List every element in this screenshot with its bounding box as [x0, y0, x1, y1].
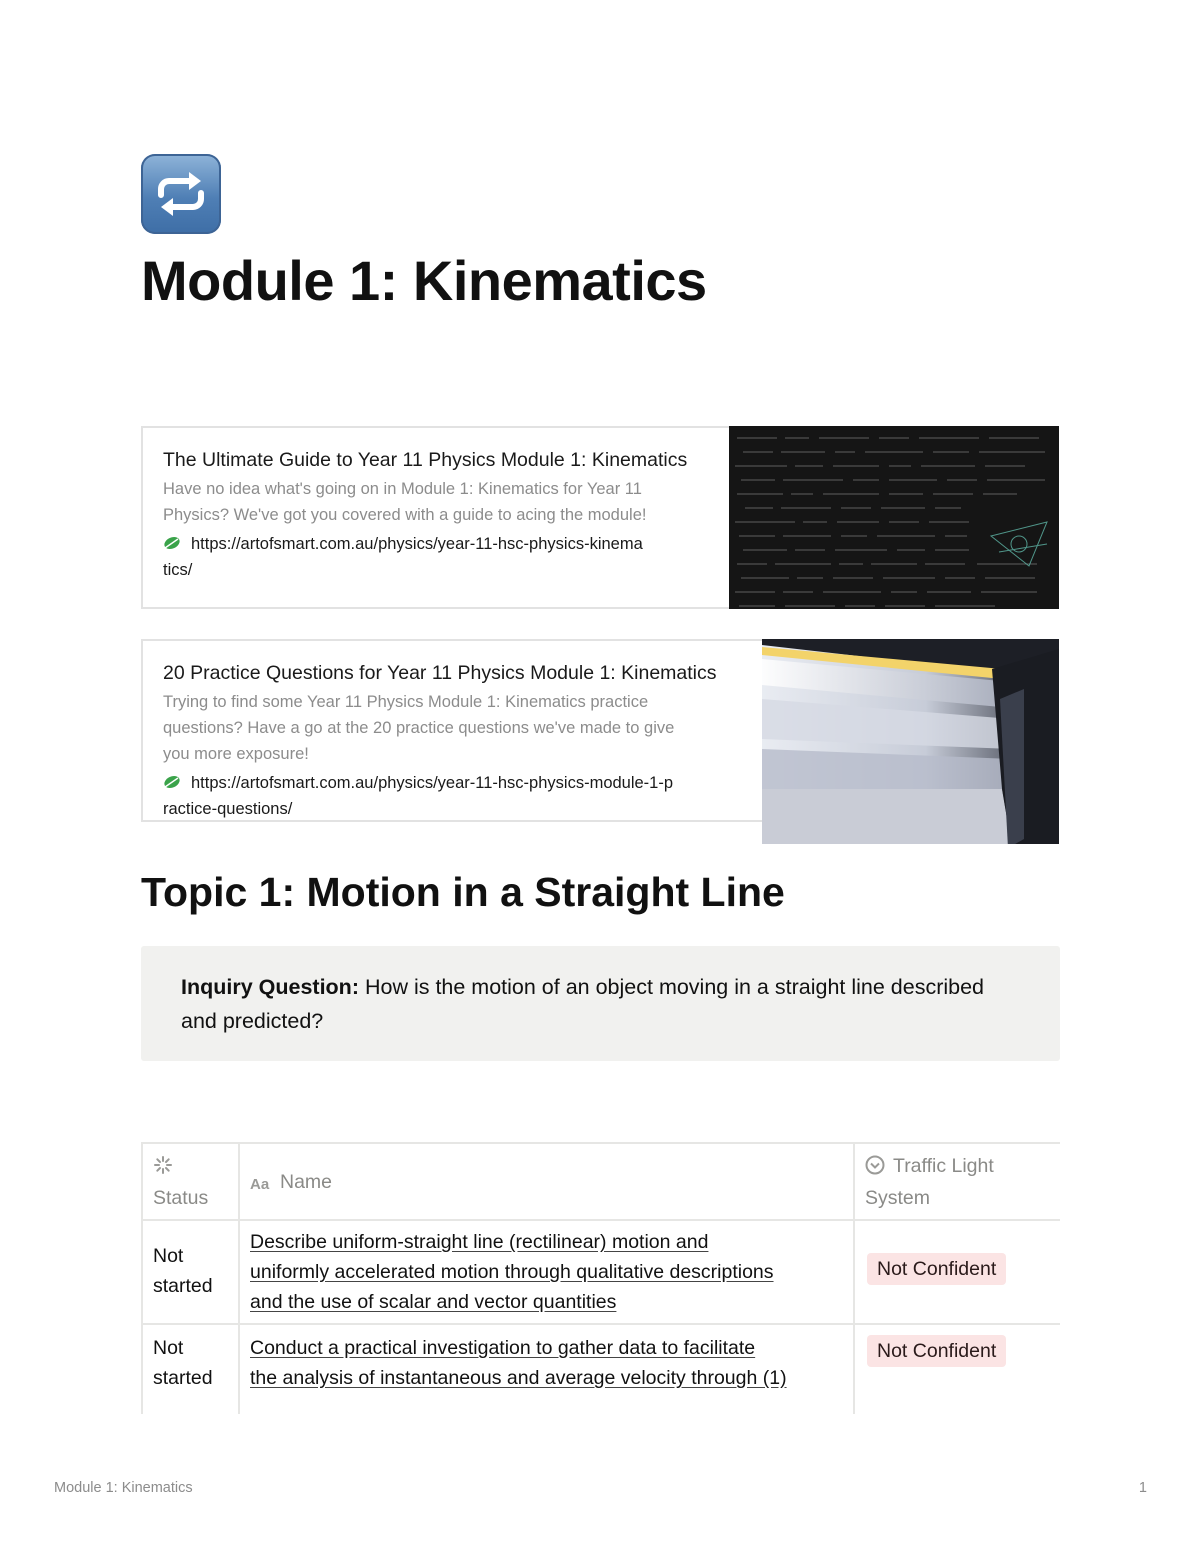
- name-link[interactable]: [250, 1231, 774, 1313]
- name-text: Describe uniform-straight line (rectilinear) motion and: [250, 1231, 709, 1253]
- name-cell[interactable]: [239, 1220, 854, 1324]
- inquiry-text: How is the motion of an object moving in a straight line described and predicted?: [181, 975, 985, 1033]
- name-link[interactable]: [250, 1337, 787, 1389]
- name-text: uniformly accelerated motion through qualitative descriptions: [250, 1261, 774, 1283]
- status-cell[interactable]: [142, 1324, 239, 1414]
- table-header-row: [142, 1143, 1060, 1220]
- bookmark-url-text: ractice-questions/: [163, 800, 293, 818]
- status-value: Not: [153, 1245, 184, 1267]
- table-row[interactable]: [142, 1324, 1060, 1414]
- loading-spinner-icon: [153, 1155, 173, 1184]
- traffic-light-cell[interactable]: [854, 1324, 1060, 1414]
- status-value: Not: [153, 1337, 184, 1359]
- inquiry-label: Inquiry Question:: [181, 975, 359, 999]
- status-badge: Not Confident: [867, 1253, 1006, 1285]
- green-leaf-icon: [163, 532, 181, 546]
- traffic-header-label: System: [865, 1187, 931, 1209]
- topic-database-table: [141, 1142, 1060, 1414]
- bookmark-url[interactable]: [163, 770, 748, 822]
- inquiry-callout: [141, 946, 1060, 1061]
- name-text: Conduct a practical investigation to gather data to facilitate: [250, 1337, 756, 1359]
- bookmark-description-line: Physics? We've got you covered with a guide to acing the module!: [163, 506, 647, 524]
- table-row[interactable]: [142, 1220, 1060, 1324]
- name-cell[interactable]: [239, 1324, 854, 1414]
- status-column-header[interactable]: [142, 1143, 239, 1220]
- traffic-light-column-header[interactable]: [854, 1143, 1060, 1220]
- bookmark-description-line: Have no idea what's going on in Module 1: Kinematics for Year 11: [163, 480, 642, 498]
- text-type-icon: [250, 1171, 272, 1200]
- bookmark-description: [163, 476, 713, 528]
- bookmark-title: 20 Practice Questions for Year 11 Physics Module 1: Kinematics: [163, 662, 717, 684]
- status-cell[interactable]: [142, 1220, 239, 1324]
- speeding-train-image: [762, 639, 1059, 844]
- status-header-label: Status: [153, 1187, 209, 1209]
- green-leaf-icon: [163, 771, 181, 785]
- bookmark-url-text: tics/: [163, 561, 193, 579]
- name-header-label: Name: [280, 1171, 333, 1193]
- status-badge: Not Confident: [867, 1335, 1006, 1367]
- name-column-header[interactable]: [239, 1143, 854, 1220]
- status-value: started: [153, 1367, 213, 1389]
- bookmark-card-guide[interactable]: [141, 426, 1059, 609]
- page-number: 1: [1138, 1480, 1147, 1496]
- chalkboard-equations-image: [729, 426, 1059, 609]
- bookmark-url[interactable]: [163, 531, 713, 583]
- svg-text:Aa: Aa: [250, 1176, 270, 1191]
- bookmark-text: [163, 659, 748, 822]
- topic-heading: Topic 1: Motion in a Straight Line: [141, 869, 785, 915]
- name-text: the analysis of instantaneous and average velocity through (1): [250, 1367, 787, 1389]
- page-title: Module 1: Kinematics: [141, 249, 707, 312]
- status-value: started: [153, 1275, 213, 1297]
- name-text: and the use of scalar and vector quantities: [250, 1291, 617, 1313]
- bookmark-text: [163, 446, 713, 583]
- traffic-header-label: Traffic Light: [893, 1155, 994, 1177]
- bookmark-url-text: https://artofsmart.com.au/physics/year-11-hsc-physics-kinema: [191, 535, 643, 553]
- bookmark-url-text: https://artofsmart.com.au/physics/year-11-hsc-physics-module-1-p: [191, 774, 674, 792]
- footer-title: Module 1: Kinematics: [54, 1480, 193, 1496]
- traffic-light-cell[interactable]: [854, 1220, 1060, 1324]
- bookmark-title: The Ultimate Guide to Year 11 Physics Module 1: Kinematics: [163, 449, 688, 471]
- bookmark-description: [163, 689, 748, 767]
- bookmark-card-practice[interactable]: [141, 639, 1059, 822]
- repeat-arrows-icon: [141, 154, 221, 234]
- chevron-circle-icon: [865, 1155, 885, 1184]
- bookmark-description-line: Trying to find some Year 11 Physics Module 1: Kinematics practice: [163, 693, 649, 711]
- bookmark-description-line: you more exposure!: [163, 745, 309, 763]
- bookmark-description-line: questions? Have a go at the 20 practice questions we've made to give: [163, 719, 675, 737]
